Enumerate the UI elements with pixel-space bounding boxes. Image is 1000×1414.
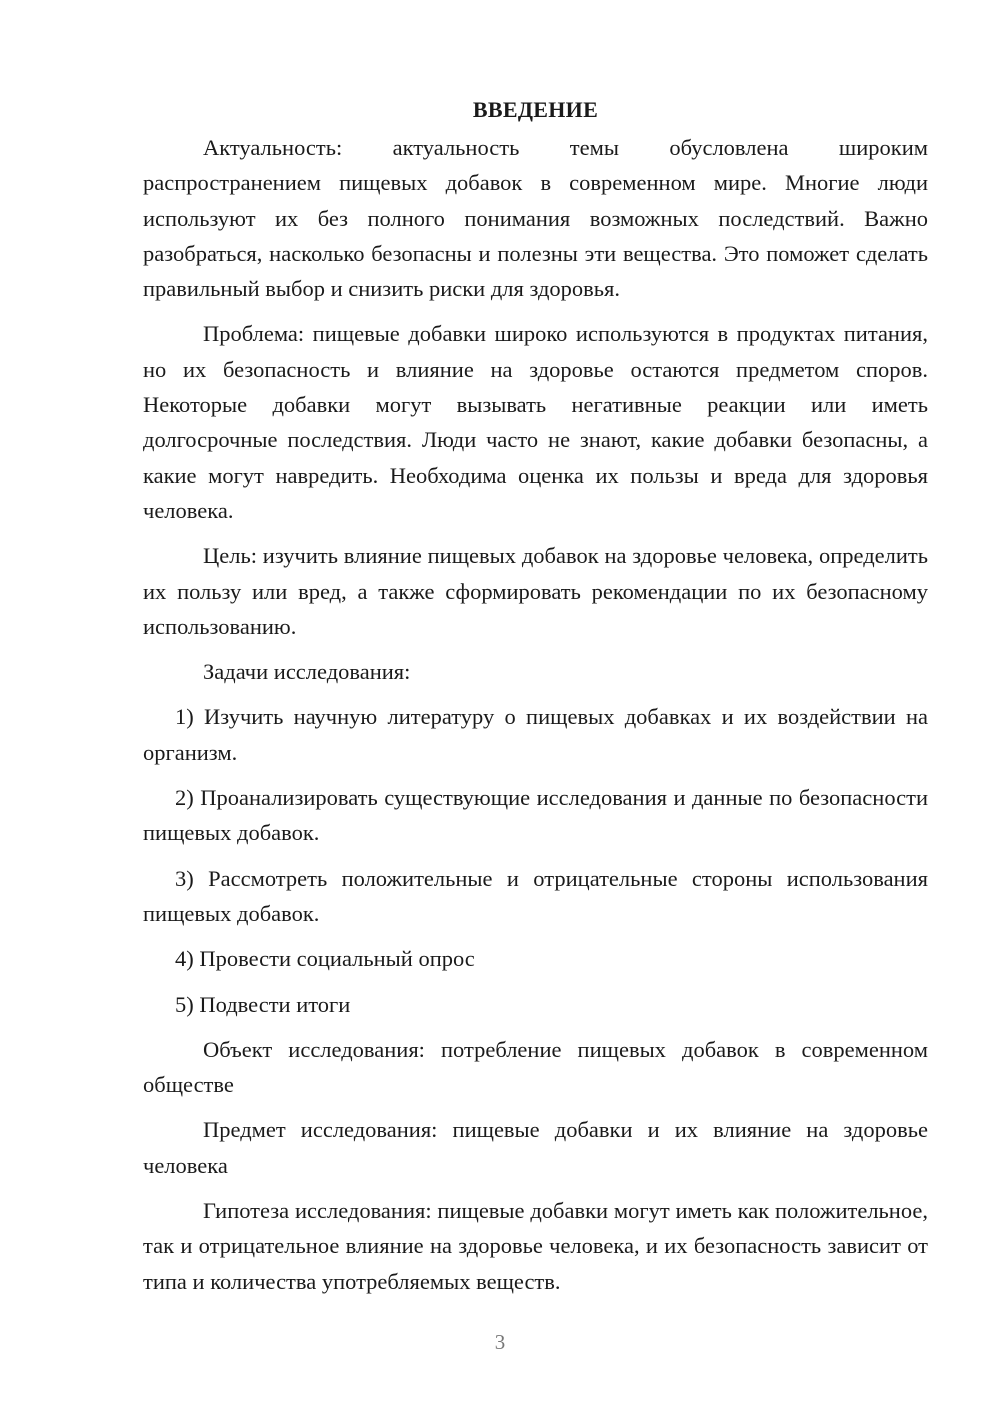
page-number: 3: [494, 1330, 506, 1354]
goal-paragraph: Цель: изучить влияние пищевых добавок на здоровье человека, определить их пользу или вред, а также сформировать рекомендации по их безопасному использованию.: [143, 543, 928, 639]
tasks-heading: Задачи исследования:: [203, 659, 411, 685]
task-item: 1) Изучить научную литературу о пищевых добавках и их воздействии на организм.: [143, 704, 928, 765]
document-page: [143, 92, 928, 1299]
task-item: 3) Рассмотреть положительные и отрицательные стороны использования пищевых добавок.: [143, 865, 928, 926]
task-item: 5) Подвести итоги: [175, 991, 351, 1017]
tasks-list: [143, 699, 928, 1021]
task-item: 4) Провести социальный опрос: [175, 946, 475, 972]
problem-paragraph: Проблема: пищевые добавки широко используются в продуктах питания, но их безопасность и влияние на здоровье остаются предметом споров. Некоторые добавки могут вызывать негативные реакции или иметь долгосрочные последствия. Люди часто не знают, какие добавки безопасны, а какие могут навредить. Необходима оценка их пользы и вреда для здоровья человека.: [143, 321, 928, 523]
task-item: 2) Проанализировать существующие исследования и данные по безопасности пищевых добавок.: [143, 785, 928, 846]
object-paragraph: Объект исследования: потребление пищевых добавок в современном обществе: [143, 1036, 928, 1098]
relevance-paragraph: Актуальность: актуальность темы обусловлена широким распространением пищевых добавок в современном мире. Многие люди используют их без полного понимания возможных последствий. Важно разобраться, насколько безопасны и полезны эти вещества. Это поможет сделать правильный выбор и снизить риски для здоровья.: [143, 135, 928, 302]
page-title: ВВЕДЕНИЕ: [472, 97, 599, 122]
hypothesis-paragraph: Гипотеза исследования: пищевые добавки могут иметь как положительное, так и отрицательное влияние на здоровье человека, и их безопасность зависит от типа и количества употребляемых веществ.: [143, 1198, 928, 1294]
subject-paragraph: Предмет исследования: пищевые добавки и их влияние на здоровье человека: [143, 1117, 928, 1178]
